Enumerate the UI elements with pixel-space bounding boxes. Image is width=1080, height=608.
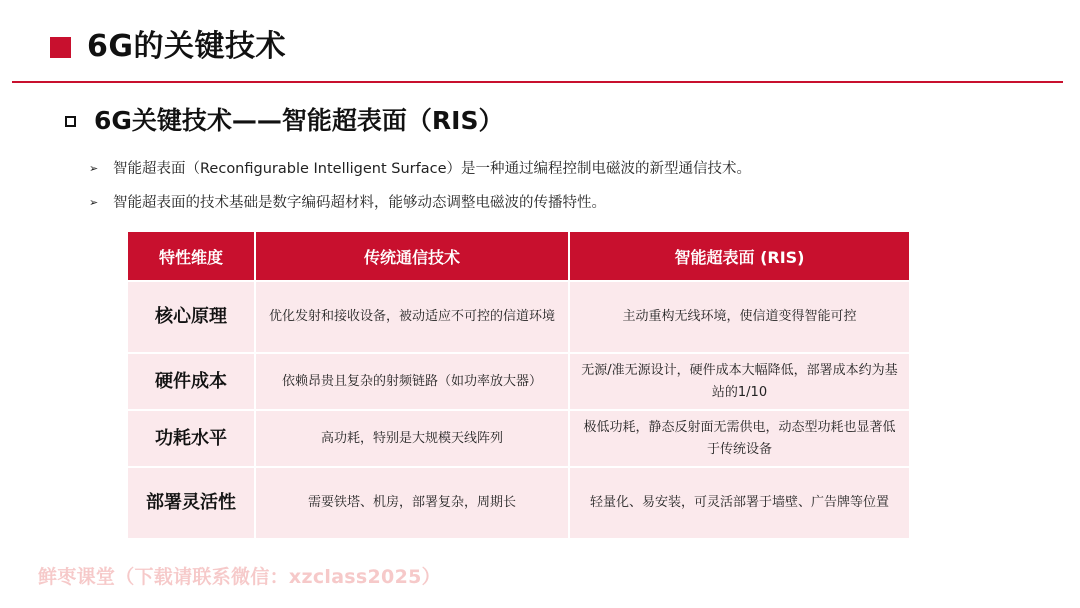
column-header-feature: 特性维度 — [128, 232, 255, 281]
feature-cell: 硬件成本 — [128, 353, 255, 410]
column-header-ris: 智能超表面 (RIS) — [569, 232, 909, 281]
table-row — [128, 353, 909, 410]
bullet-item — [89, 193, 606, 213]
bullet-text: 智能超表面的技术基础是数字编码超材料，能够动态调整电磁波的传播特性。 — [113, 195, 606, 211]
ris-cell: 轻量化、易安装，可灵活部署于墙壁、广告牌等位置 — [569, 467, 909, 538]
bullet-item — [89, 159, 751, 179]
ris-cell: 主动重构无线环境，使信道变得智能可控 — [569, 281, 909, 353]
comparison-table — [128, 232, 909, 538]
watermark-text: 鲜枣课堂（下载请联系微信：xzclass2025） — [38, 566, 441, 588]
title-accent-square — [50, 37, 71, 58]
traditional-cell: 需要铁塔、机房，部署复杂，周期长 — [255, 467, 569, 538]
traditional-cell: 高功耗，特别是大规模天线阵列 — [255, 410, 569, 467]
page-title: 6G的关键技术 — [87, 29, 286, 64]
arrow-bullet-icon: ➢ — [89, 196, 99, 209]
column-header-traditional: 传统通信技术 — [255, 232, 569, 281]
bullet-text: 智能超表面（Reconfigurable Intelligent Surface）是一种通过编程控制电磁波的新型通信技术。 — [113, 161, 752, 177]
traditional-cell: 优化发射和接收设备，被动适应不可控的信道环境 — [255, 281, 569, 353]
traditional-cell: 依赖昂贵且复杂的射频链路（如功率放大器） — [255, 353, 569, 410]
section-title: 6G关键技术——智能超表面（RIS） — [94, 106, 504, 135]
table-header-row — [128, 232, 909, 281]
table-row — [128, 281, 909, 353]
ris-cell: 极低功耗，静态反射面无需供电，动态型功耗也显著低于传统设备 — [569, 410, 909, 467]
ris-cell: 无源/准无源设计，硬件成本大幅降低，部署成本约为基站的1/10 — [569, 353, 909, 410]
table-row — [128, 410, 909, 467]
feature-cell: 核心原理 — [128, 281, 255, 353]
feature-cell: 部署灵活性 — [128, 467, 255, 538]
title-divider — [12, 81, 1063, 83]
section-square-bullet-icon — [65, 116, 76, 127]
feature-cell: 功耗水平 — [128, 410, 255, 467]
arrow-bullet-icon: ➢ — [89, 162, 99, 175]
table-row — [128, 467, 909, 538]
